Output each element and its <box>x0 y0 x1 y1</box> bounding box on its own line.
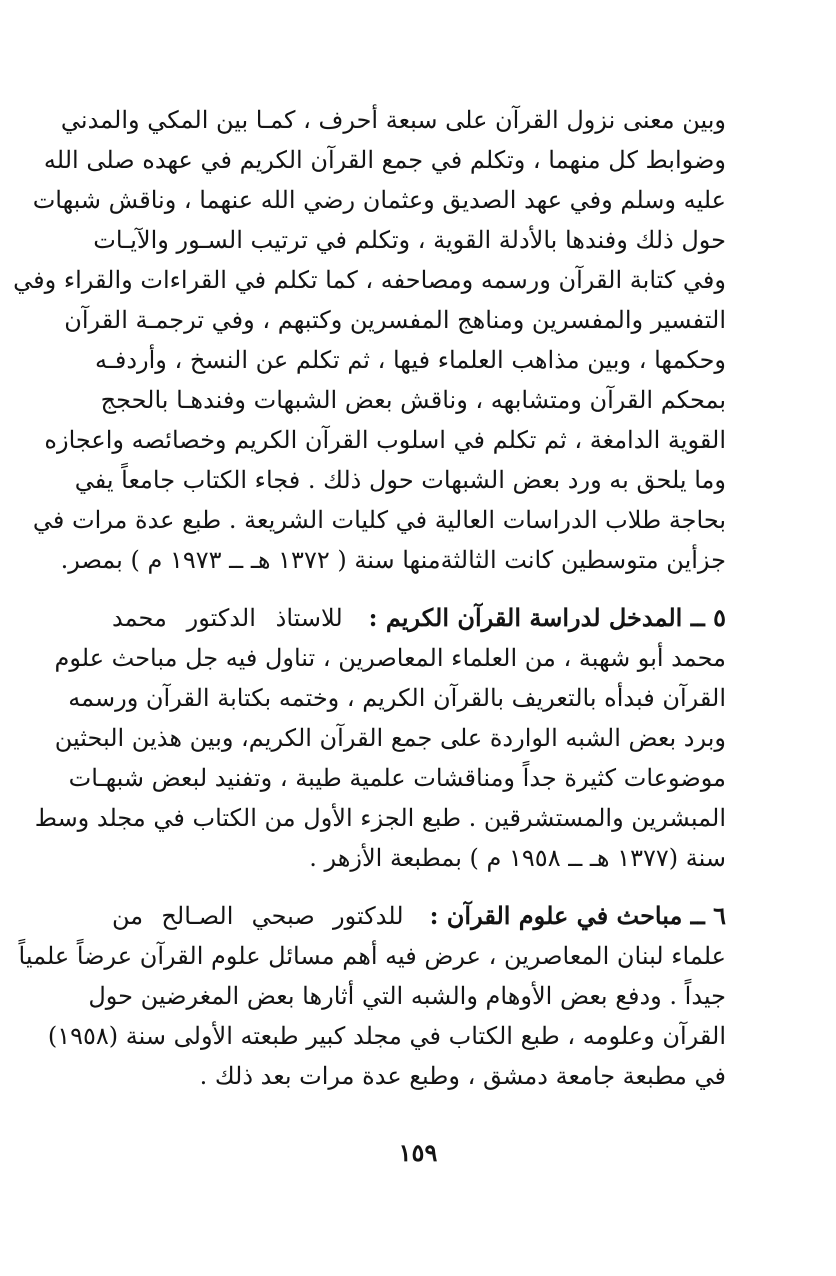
text-line: وحكمها ، وبين مذاهب العلماء فيها ، ثم تكلم عن النسخ ، وأردفـه <box>94 346 726 374</box>
text-line: وفي كتابة القرآن ورسمه ومصاحفه ، كما تكلم في القراءات والقراء وفي <box>13 266 726 294</box>
text-line: حول ذلك وفندها بالأدلة القوية ، وتكلم في ترتيب السـور والآيـات <box>93 226 726 254</box>
text-line: في مطبعة جامعة دمشق ، وطبع عدة مرات بعد ذلك . <box>199 1062 726 1090</box>
entry-author: للدكتور صبحي الصـالح من <box>112 902 404 930</box>
text-line: محمد أبو شهبة ، من العلماء المعاصرين ، تناول فيه جل مباحث علوم <box>54 644 726 672</box>
entry-6 <box>18 896 726 1096</box>
text-line: القرآن فبدأه بالتعريف بالقرآن الكريم ، وختمه بكتابة القرآن ورسمه <box>68 684 726 712</box>
text-line: القوية الدامغة ، ثم تكلم في اسلوب القرآن الكريم وخصائصه واعجازه <box>44 426 726 454</box>
text-line: القرآن وعلومه ، طبع الكتاب في مجلد كبير طبعته الأولى سنة (١٩٥٨) <box>47 1022 726 1050</box>
text-line: وضوابط كل منهما ، وتكلم في جمع القرآن الكريم في عهده صلى الله <box>43 146 726 174</box>
entry-heading <box>112 896 726 936</box>
entry-heading <box>112 598 726 638</box>
text-line: وبين معنى نزول القرآن على سبعة أحرف ، كمـا بين المكي والمدني <box>60 106 726 134</box>
entry-title: ٥ ــ المدخل لدراسة القرآن الكريم : <box>368 603 726 632</box>
page-number: ١٥٩ <box>398 1138 438 1167</box>
text-line: المبشرين والمستشرقين . طبع الجزء الأول من الكتاب في مجلد وسط <box>34 804 726 832</box>
entry-author: للاستاذ الدكتور محمد <box>112 604 343 632</box>
text-line: علماء لبنان المعاصرين ، عرض فيه أهم مسائل علوم القرآن عرضاً علمياً <box>18 942 726 970</box>
paragraph-continuation <box>13 100 726 580</box>
text-line: بمحكم القرآن ومتشابهه ، وناقش بعض الشبهات وفندهـا بالحجج <box>100 386 726 414</box>
text-line: التفسير والمفسرين ومناهج المفسرين وكتبهم ، وفي ترجمـة القرآن <box>64 306 726 334</box>
spacer <box>112 580 726 598</box>
text-line: وبرد بعض الشبه الواردة على جمع القرآن الكريم، وبين هذين البحثين <box>54 724 726 752</box>
text-line: سنة (١٣٧٧ هـ ــ ١٩٥٨ م ) بمطبعة الأزهر . <box>309 844 726 872</box>
text-line: وما يلحق به ورد بعض الشبهات حول ذلك . فجاء الكتاب جامعاً يفي <box>74 466 726 494</box>
text-line: جزأين متوسطين كانت الثالثةمنها سنة ( ١٣٧٢ هـ ــ ١٩٧٣ م ) بمصر. <box>60 546 726 574</box>
text-line: عليه وسلم وفي عهد الصديق وعثمان رضي الله عنهما ، وناقش شبهات <box>32 186 726 214</box>
text-line: جيداً . ودفع بعض الأوهام والشبه التي أثارها بعض المغرضين حول <box>88 982 726 1010</box>
spacer <box>112 878 726 896</box>
text-line: بحاجة طلاب الدراسات العالية في كليات الشريعة . طبع عدة مرات في <box>32 506 726 534</box>
entry-title: ٦ ــ مباحث في علوم القرآن : <box>429 901 726 930</box>
document-page <box>13 100 726 1096</box>
entry-5 <box>34 598 726 878</box>
text-line: موضوعات كثيرة جداً ومناقشات علمية طيبة ، وتفنيد لبعض شبهـات <box>68 764 726 792</box>
